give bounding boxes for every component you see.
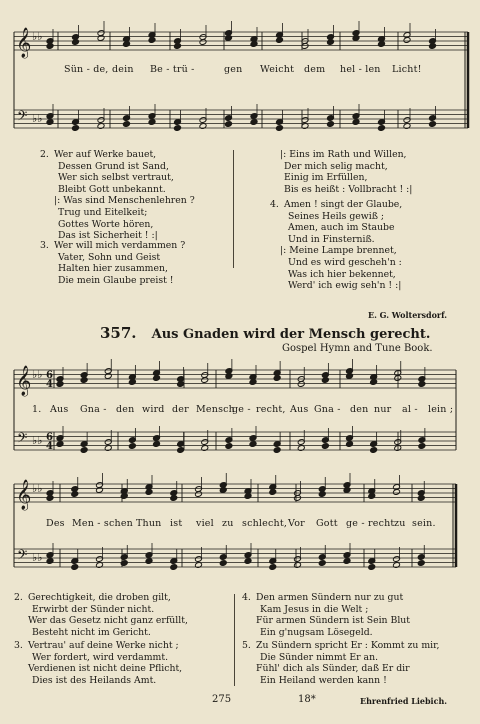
verse-line: Werd' ich ewig seh'n ! :|	[288, 280, 402, 292]
verse-line: Bis es heißt : Vollbracht ! :|	[284, 183, 413, 195]
note-head	[346, 373, 354, 380]
note-head	[219, 560, 227, 567]
hymn-author: Ehrenfried Liebich.	[360, 696, 448, 706]
verse-number: 4.	[242, 592, 251, 603]
verse-line: Das ist Sicherheit ! :|	[58, 230, 158, 242]
lyric: Men - schen	[72, 518, 133, 529]
note-head	[321, 377, 329, 384]
note-head	[71, 491, 79, 498]
note-head	[294, 495, 302, 502]
verse-line: Einig im Erfüllen,	[284, 172, 368, 184]
note-head	[429, 43, 437, 50]
verse-line: Wer das Gesetz nicht ganz erfüllt,	[28, 615, 188, 627]
prev-verse-3	[40, 240, 186, 286]
note-head	[370, 447, 378, 454]
note-head	[250, 119, 258, 126]
column-divider	[233, 150, 234, 268]
verse-line: Bleibt Gott unbekannt.	[58, 183, 166, 195]
treble-clef-icon: 𝄞	[16, 28, 32, 58]
note-head	[393, 489, 401, 496]
hymn-title: Aus Gnaden wird der Mensch gerecht.	[151, 327, 431, 342]
note-head	[225, 121, 233, 128]
prev-verse-2	[40, 149, 195, 242]
column-divider	[234, 594, 235, 686]
lyric: recht,	[256, 404, 286, 415]
note-head	[170, 564, 178, 571]
lyric: Vor	[288, 518, 305, 529]
note-head	[418, 443, 426, 450]
lyric: Weicht	[260, 64, 295, 75]
note-head	[225, 373, 233, 380]
verse-line: Was ich hier bekennet,	[288, 268, 396, 280]
verse-line: Ein g'nugsam Lösegeld.	[260, 626, 373, 638]
note-head	[153, 441, 161, 448]
note-head	[56, 381, 64, 388]
prev-hymn-author: E. G. Woltersdorf.	[368, 310, 448, 320]
note-head	[368, 564, 376, 571]
note-head	[145, 558, 153, 565]
lyric: sein.	[412, 518, 436, 529]
flat-key-signature: ♭♭	[32, 30, 43, 43]
verse-line: |: Meine Lampe brennet,	[280, 245, 397, 257]
note-head	[219, 487, 227, 494]
verse-number: 5.	[242, 640, 251, 651]
note-head	[417, 560, 425, 567]
note-head	[123, 41, 131, 48]
note-head	[249, 441, 257, 448]
note-head	[120, 560, 128, 567]
lyric: Des	[46, 518, 65, 529]
lyric: lein ;	[428, 404, 454, 415]
lyric: Be - trü -	[150, 64, 195, 75]
bass-clef-icon: 𝄢	[17, 547, 28, 566]
hymn-verse-4	[242, 592, 411, 638]
note-head	[80, 447, 88, 454]
lyric: ge -	[232, 404, 251, 415]
note-head	[46, 495, 54, 502]
note-head	[297, 381, 305, 388]
lyric: al -	[402, 404, 418, 415]
note-head	[225, 443, 233, 450]
flat-key-signature: ♭♭	[32, 368, 43, 381]
note-head	[177, 381, 185, 388]
verse-line: Und in Finsterniß.	[288, 233, 375, 245]
prev-verse-4	[270, 199, 403, 292]
lyric: Gott	[316, 518, 338, 529]
verse-line: Besteht nicht im Gericht.	[32, 626, 151, 638]
lyric: Gna -	[314, 404, 341, 415]
verse-line: Verdienen ist nicht deine Pflicht,	[28, 663, 183, 675]
note-head	[249, 379, 257, 386]
note-head	[378, 125, 386, 132]
note-head	[195, 491, 203, 498]
note-head	[368, 493, 376, 500]
note-head	[276, 37, 284, 44]
bass-clef-icon: 𝄢	[17, 108, 28, 127]
treble-clef-icon: 𝄞	[16, 366, 32, 396]
lyric: den	[350, 404, 369, 415]
lyric: gen	[224, 64, 243, 75]
verse-line: Und es wird gescheh'n :	[288, 256, 402, 268]
lyric: Thun	[136, 518, 162, 529]
note-head	[46, 119, 54, 126]
note-head	[71, 564, 79, 571]
verse-line: Wer auf Werke bauet,	[54, 149, 157, 160]
lyric: den	[116, 404, 135, 415]
note-head	[128, 379, 136, 386]
note-head	[269, 564, 277, 571]
verse-line: Dessen Grund ist Sand,	[58, 160, 169, 172]
lyric: Sün - de,	[64, 64, 109, 75]
flat-key-signature: ♭♭	[32, 434, 43, 447]
lyric: Aus	[290, 404, 309, 415]
prev-verse-2-cont	[280, 149, 412, 195]
bass-clef-icon: 𝄢	[17, 430, 28, 449]
lyric: hel - len	[340, 64, 381, 75]
verse-line: Für armen Sündern ist Sein Blut	[256, 615, 411, 627]
verse-line: Den armen Sündern nur zu gut	[256, 592, 404, 603]
note-head	[72, 125, 80, 132]
lyric: Mensch	[196, 404, 235, 415]
note-head	[97, 35, 105, 42]
flat-key-signature: ♭♭	[32, 112, 43, 125]
note-head	[250, 41, 258, 48]
verse-number: 2.	[14, 592, 23, 603]
verse-line: Vater, Sohn und Geist	[58, 251, 161, 263]
lyric: ge -	[346, 518, 365, 529]
note-head	[153, 375, 161, 382]
verse-line: Wer will mich verdammen ?	[54, 240, 186, 251]
verse-line: |: Was sind Menschenlehren ?	[54, 195, 195, 207]
verse-line: Amen ! singt der Glaube,	[284, 199, 403, 210]
note-head	[225, 35, 233, 42]
lyric: dein	[112, 64, 134, 75]
note-head	[177, 447, 185, 454]
signature-mark: 18*	[298, 694, 316, 705]
verse-line: Die mein Glaube preist !	[58, 274, 174, 286]
note-head	[403, 37, 411, 44]
note-head	[145, 489, 153, 496]
verse-line: Trug und Eitelkeit;	[58, 206, 148, 218]
note-head	[318, 560, 326, 567]
note-head	[56, 441, 64, 448]
hymn-verse-3	[14, 640, 183, 686]
verse-line: Wer sich selbst vertraut,	[58, 172, 174, 184]
note-head	[346, 441, 354, 448]
hymn-verse-2	[14, 592, 188, 638]
hymn-header	[100, 323, 430, 342]
note-head	[276, 125, 284, 132]
lyric: ist	[170, 518, 183, 529]
note-head	[80, 377, 88, 384]
note-head	[148, 119, 156, 126]
note-head	[123, 121, 131, 128]
note-head	[327, 39, 335, 46]
verse-line: Amen, auch im Staube	[288, 222, 395, 234]
hymn-source: Gospel Hymn and Tune Book.	[282, 343, 433, 354]
hymn-verse-5	[242, 640, 440, 686]
verse-number: 3.	[14, 640, 23, 651]
note-head	[327, 121, 335, 128]
lyric: dem	[304, 64, 326, 75]
note-head	[128, 443, 136, 450]
note-head	[244, 493, 252, 500]
note-head	[104, 373, 112, 380]
note-head	[370, 379, 378, 386]
verse-line: Kam Jesus in die Welt ;	[260, 603, 369, 615]
hymn-number: 357.	[100, 324, 137, 342]
time-signature: 4	[46, 441, 53, 452]
flat-key-signature: ♭♭	[32, 482, 43, 495]
verse-line: Vertrau' auf deine Werke nicht ;	[28, 640, 179, 651]
lyric: schlecht,	[242, 518, 288, 529]
lyric: Aus	[50, 404, 69, 415]
verse-number: 3.	[40, 240, 49, 251]
note-head	[318, 491, 326, 498]
verse-number: 4.	[270, 199, 279, 210]
note-head	[321, 443, 329, 450]
lyric: Gna -	[80, 404, 107, 415]
note-head	[174, 125, 182, 132]
verse-line: Fühl' dich als Sünder, daß Er dir	[256, 663, 410, 675]
note-head	[352, 35, 360, 42]
note-head	[244, 558, 252, 565]
lyric: zu	[394, 518, 406, 529]
flat-key-signature: ♭♭	[32, 551, 43, 564]
note-head	[417, 495, 425, 502]
note-head	[148, 37, 156, 44]
lyric: viel	[196, 518, 214, 529]
note-head	[378, 41, 386, 48]
lyric: nur	[374, 404, 392, 415]
verse-line: Der mich selig macht,	[284, 160, 388, 172]
note-head	[199, 39, 207, 46]
time-signature: 6	[46, 432, 53, 443]
lyric: Licht!	[392, 64, 422, 75]
verse-line: |: Eins im Rath und Willen,	[280, 149, 407, 160]
lyric: 1.	[32, 404, 42, 415]
note-head	[273, 375, 281, 382]
note-head	[120, 493, 128, 500]
note-head	[343, 487, 351, 494]
note-head	[418, 381, 426, 388]
lyric: wird	[142, 404, 165, 415]
note-head	[273, 447, 281, 454]
verse-line: Dies ist des Heilands Amt.	[32, 674, 157, 686]
note-head	[46, 558, 54, 565]
verse-line: Gottes Worte hören,	[58, 218, 154, 230]
lyric: der	[172, 404, 189, 415]
verse-line: Die Sünder nimmt Er an.	[260, 651, 379, 663]
verse-line: Halten hier zusammen,	[58, 263, 168, 275]
note-head	[174, 43, 182, 50]
note-head	[269, 489, 277, 496]
verse-line: Seines Heils gewiß ;	[288, 210, 385, 222]
note-head	[343, 558, 351, 565]
verse-number: 2.	[40, 149, 49, 160]
time-signature: 6	[46, 370, 53, 381]
verse-line: Ein Heiland werden kann !	[260, 674, 387, 686]
verse-line: Erwirbt der Sünder nicht.	[32, 603, 155, 615]
note-head	[352, 119, 360, 126]
verse-line: Zu Sündern spricht Er : Kommt zu mir,	[256, 640, 440, 651]
note-head	[201, 377, 209, 384]
verse-line: Wer fordert, wird verdammt.	[32, 651, 169, 663]
lyric: recht	[368, 518, 395, 529]
note-head	[429, 121, 437, 128]
page-number: 275	[212, 694, 232, 705]
note-head	[170, 495, 178, 502]
note-head	[96, 487, 104, 494]
lyric: zu	[222, 518, 234, 529]
time-signature: 4	[46, 379, 53, 390]
verse-line: Gerechtigkeit, die droben gilt,	[28, 592, 171, 603]
note-head	[72, 39, 80, 46]
treble-clef-icon: 𝄞	[16, 480, 32, 510]
note-head	[46, 43, 54, 50]
